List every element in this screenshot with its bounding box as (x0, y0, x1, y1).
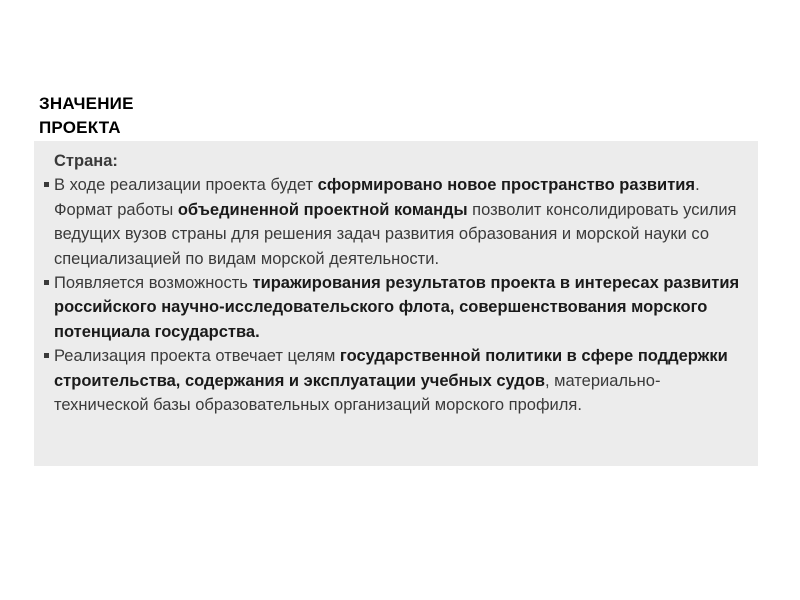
slide-title-line-1: ЗНАЧЕНИЕ (39, 94, 134, 113)
bullet-1-bold-2: объединенной проектной команды (177, 200, 468, 219)
content-text (50, 149, 750, 417)
slide-title (39, 92, 134, 140)
square-bullet-icon (44, 280, 49, 285)
content-panel (34, 141, 758, 466)
slide-title-line-2: ПРОЕКТА (39, 118, 121, 137)
square-bullet-icon (44, 353, 49, 358)
bullet-3-text-1: Реализация проекта отвечает целям (54, 347, 340, 366)
bullet-1-text-3: позволит консолидировать усилия ведущих вузов страны для решения задач развития образования и морской науки со специализацией по видам морской деятельности. (54, 200, 737, 268)
bullet-1-text-1: В ходе реализации проекта будет (54, 176, 318, 195)
bullet-1-text-2: . Формат работы (54, 176, 700, 219)
bullet-3-bold-1: государственной политики в сфере поддержки строительства, содержания и эксплуатации учебных судов (54, 347, 728, 390)
bullet-item-1 (50, 173, 750, 271)
bullet-1-bold-1: сформировано новое пространство развития (317, 176, 696, 195)
panel-subtitle: Страна: (54, 152, 118, 170)
bullet-2-text-1: Появляется возможность (54, 274, 253, 293)
bullet-3-text-2: , материально-технической базы образовательных организаций морского профиля. (54, 371, 661, 415)
bullet-2-bold-1: тиражирования результатов проекта в интересах развития российского научно-исследовательского флота, совершенствования морского потенциала государства. (54, 274, 740, 341)
bullet-item-2 (50, 271, 750, 344)
bullet-item-3 (50, 344, 750, 417)
square-bullet-icon (44, 182, 49, 187)
